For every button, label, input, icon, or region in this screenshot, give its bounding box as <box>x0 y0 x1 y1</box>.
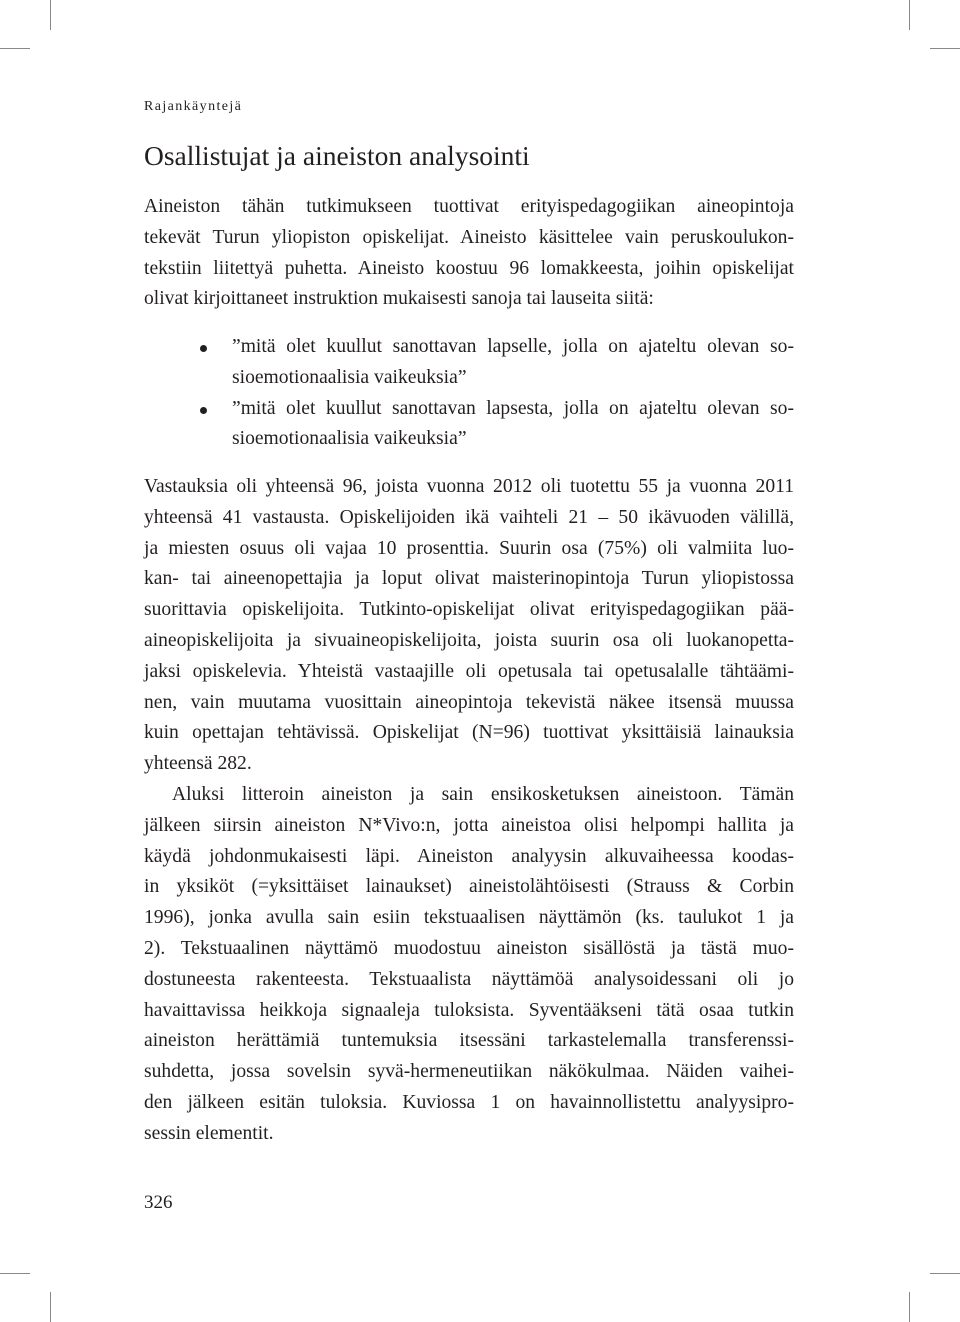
running-head: Rajankäyntejä <box>144 99 243 114</box>
text-line: aineiston herättämiä tuntemuksia itsessäni tarkastelemalla transferenssi- <box>144 1030 794 1052</box>
text-line: tekevät Turun yliopiston opiskelijat. Aineisto käsittelee vain peruskoulukon- <box>144 226 794 248</box>
text-line: Aineiston tähän tutkimukseen tuottivat erityispedagogiikan aineopintoja <box>144 196 794 217</box>
crop-mark <box>50 0 51 30</box>
section-title: Osallistujat ja aineiston analysointi <box>144 140 530 171</box>
text-line: kuin opettajan tehtävissä. Opiskelijat (N=96) tuottivat yksittäisiä lainauksia <box>144 722 794 744</box>
text-line: havaittavissa heikkoja signaaleja tuloksista. Syventääkseni tätä osaa tutkin <box>144 999 794 1021</box>
text-line: suorittavia opiskelijoita. Tutkinto-opiskelijat olivat erityispedagogiikan pää- <box>144 599 794 621</box>
text-line: sioemotionaalisia vaikeuksia” <box>232 428 467 450</box>
text-line: jaksi opiskelevia. Yhteistä vastaajille oli opetusala tai opetusalalle tähtäämi- <box>144 660 794 682</box>
paragraph-responses <box>144 472 794 780</box>
text-line: yhteensä 282. <box>144 753 252 775</box>
bullet-dot-icon <box>200 407 207 414</box>
text-line: Vastauksia oli yhteensä 96, joista vuonna 2012 oli tuotettu 55 ja vuonna 2011 <box>144 476 794 497</box>
paragraph-analysis <box>144 780 794 1150</box>
text-line: dostuneesta rakenteesta. Tekstuaalista näyttämöä analysoidessani oli jo <box>144 968 794 990</box>
text-line: ”mitä olet kuullut sanottavan lapsesta, jolla on ajateltu olevan so- <box>232 397 794 419</box>
text-line: Aluksi litteroin aineiston ja sain ensikosketuksen aineistoon. Tämän <box>172 784 794 805</box>
text-line: ja miesten osuus oli vajaa 10 prosenttia. Suurin osa (75%) oli valmiita luo- <box>144 537 794 559</box>
crop-mark <box>930 1273 960 1274</box>
bullet-dot-icon <box>200 345 207 352</box>
text-line: aineopiskelijoita ja sivuaineopiskelijoita, joista suurin osa oli luokanopetta- <box>144 629 794 651</box>
crop-mark <box>909 1292 910 1322</box>
text-line: den jälkeen esitän tuloksia. Kuviossa 1 on havainnollistettu analyysipro- <box>144 1091 794 1113</box>
bullet-list <box>144 332 794 455</box>
text-line: 1996), jonka avulla sain esiin tekstuaalisen näyttämön (ks. taulukot 1 ja <box>144 907 794 929</box>
text-line: olivat kirjoittaneet instruktion mukaisesti sanoja tai lauseita siitä: <box>144 288 654 310</box>
text-line: yhteensä 41 vastausta. Opiskelijoiden ikä vaihteli 21 – 50 ikävuoden välillä, <box>144 506 794 528</box>
crop-mark <box>0 48 30 49</box>
text-line: ”mitä olet kuullut sanottavan lapselle, jolla on ajateltu olevan so- <box>232 336 794 357</box>
crop-mark <box>0 1273 30 1274</box>
page-number: 326 <box>144 1192 173 1213</box>
text-line: sioemotionaalisia vaikeuksia” <box>232 366 467 388</box>
crop-mark <box>930 48 960 49</box>
bullet-item-continuation <box>144 363 794 394</box>
text-line: sessin elementit. <box>144 1122 274 1144</box>
intro-paragraph <box>144 192 794 315</box>
text-line: suhdetta, jossa sovelsin syvä-hermeneutiikan näkökulmaa. Näiden vaihei- <box>144 1061 794 1083</box>
bullet-item <box>144 394 794 425</box>
text-line: kan- tai aineenopettajia ja loput olivat maisterinopintoja Turun yliopistossa <box>144 568 794 590</box>
text-line: in yksiköt (=yksittäiset lainaukset) aineistolähtöisesti (Strauss & Corbin <box>144 876 794 898</box>
bullet-item-continuation <box>144 424 794 455</box>
crop-mark <box>909 0 910 30</box>
text-line: nen, vain muutama vuosittain aineopintoja tekevistä näkee itsensä muussa <box>144 691 794 713</box>
text-line: käydä johdonmukaisesti läpi. Aineiston analyysin alkuvaiheessa koodas- <box>144 845 794 867</box>
bullet-item <box>144 332 794 363</box>
text-line: 2). Tekstuaalinen näyttämö muodostuu aineiston sisällöstä ja tästä muo- <box>144 937 794 959</box>
text-line: tekstiin liitettyä puhetta. Aineisto koostuu 96 lomakkeesta, joihin opiskelijat <box>144 257 794 279</box>
crop-mark <box>50 1292 51 1322</box>
text-line: jälkeen siirsin aineiston N*Vivo:n, jotta aineistoa olisi helpompi hallita ja <box>144 814 794 836</box>
